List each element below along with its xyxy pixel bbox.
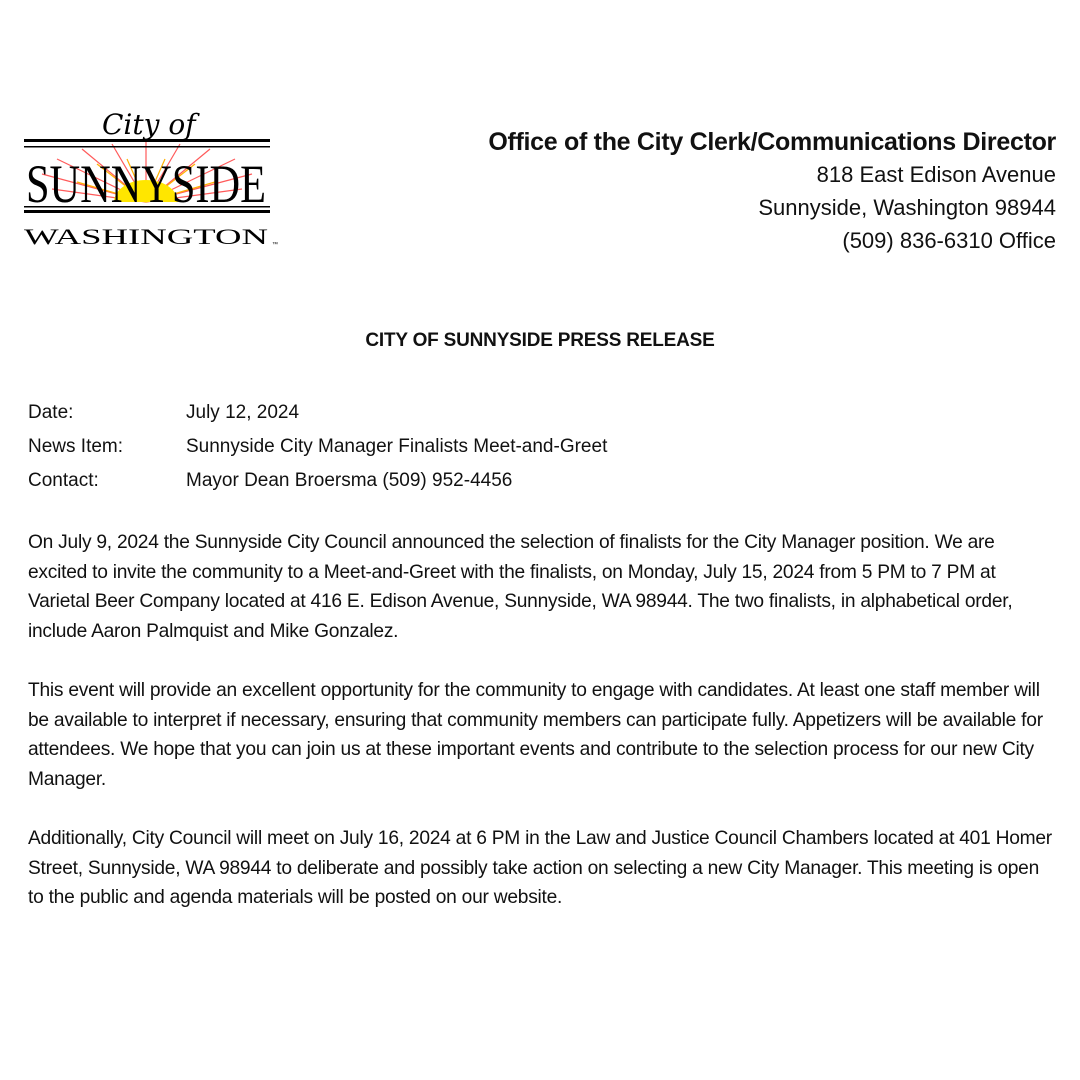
- sunnyside-logo-icon: [22, 104, 284, 254]
- body-paragraph: This event will provide an excellent opportunity for the community to engage with candidates. At least one staff member will be available to interpret if necessary, ensuring that community members can participate fully. Appetizers will be available for attendees. We hope that you can join us at these important events and contribute to the selection process for our new City Manager.: [28, 680, 1043, 790]
- address-city: Sunnyside, Washington 98944: [758, 195, 1056, 220]
- body-paragraph: Additionally, City Council will meet on July 16, 2024 at 6 PM in the Law and Justice Council Chambers located at 401 Homer Street, Sunnyside, WA 98944 to deliberate and possibly take action on selecting a new City Manager. This meeting is open to the public and agenda materials will be posted on our website.: [28, 828, 1052, 908]
- meta-row-contact: [28, 464, 607, 498]
- office-phone: (509) 836-6310 Office: [842, 228, 1056, 253]
- meta-value: Mayor Dean Broersma (509) 952-4456: [186, 470, 513, 491]
- trademark-mark: ™: [272, 242, 278, 248]
- city-logo: [22, 104, 284, 254]
- logo-main-text: SUNNYSIDE: [26, 154, 266, 214]
- meta-row-date: [28, 396, 607, 430]
- meta-label: News Item:: [28, 436, 124, 457]
- office-name: Office of the City Clerk/Communications Director: [488, 128, 1056, 156]
- logo-state-text: WASHINGTON: [24, 224, 269, 249]
- document-title: CITY OF SUNNYSIDE PRESS RELEASE: [365, 330, 715, 351]
- letterhead: [488, 126, 1056, 257]
- meta-value: July 12, 2024: [186, 402, 300, 423]
- body-paragraph: On July 9, 2024 the Sunnyside City Council announced the selection of finalists for the City Manager position. We are excited to invite the community to a Meet-and-Greet with the finalists, on Monday, July 15, 2024 from 5 PM to 7 PM at Varietal Beer Company located at 416 E. Edison Avenue, Sunnyside, WA 98944. The two finalists, in alphabetical order, include Aaron Palmquist and Mike Gonzalez.: [28, 532, 1013, 642]
- logo-script-text: City of: [102, 108, 196, 141]
- meta-row-news-item: [28, 430, 607, 464]
- meta-value: Sunnyside City Manager Finalists Meet-and-Greet: [186, 436, 608, 457]
- release-body: [28, 528, 1058, 943]
- meta-label: Contact:: [28, 470, 99, 491]
- release-meta: [28, 396, 607, 498]
- address-street: 818 East Edison Avenue: [816, 162, 1056, 187]
- meta-label: Date:: [28, 402, 74, 423]
